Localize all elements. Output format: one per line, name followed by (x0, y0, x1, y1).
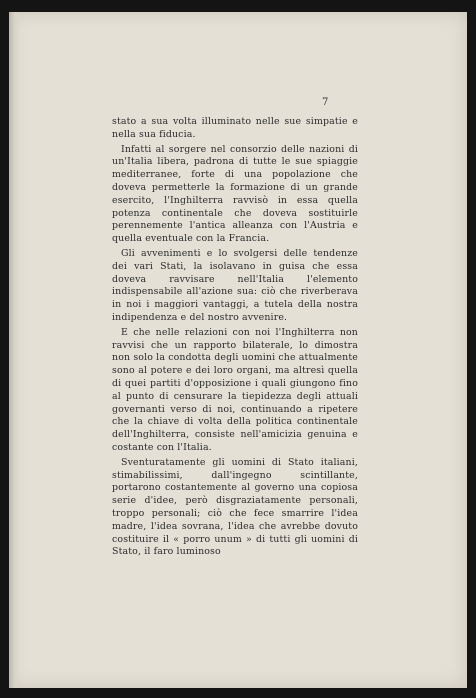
paragraph-continuation: stato a sua volta illuminato nelle sue simpatie e nella sua fiducia. (112, 116, 358, 140)
page-number: 7 (322, 97, 329, 108)
body-text (112, 116, 358, 561)
paragraph: Infatti al sorgere nel consorzio delle nazioni di un'Italia libera, padrona di tutte le sue spiaggie mediterranee, forte di una popolazione che doveva permetterle la formazione di un grande esercito, l'Inghilterra ravvisò in essa quella potenza continentale che doveva sostituirle perennemente l'antica alleanza con l'Austria e quella eventuale con la Francia. (112, 143, 358, 245)
page-binding-edge (9, 12, 19, 688)
paragraph: Gli avvenimenti e lo svolgersi delle tendenze dei vari Stati, la isolavano in guisa che essa doveva ravvisare nell'Italia l'elemento indispensabile all'azione sua: ciò che riverberava in noi i maggiori vantaggi, a tutela della nostra indipendenza e del nostro avvenire. (112, 247, 358, 323)
paragraph: Sventuratamente gli uomini di Stato italiani, stimabilissimi, dall'ingegno scintillante, portarono costantemente al governo una copiosa serie d'idee, però disgraziatamente personali, troppo personali; ciò che fece smarrire l'idea madre, l'idea sovrana, l'idea che avrebbe dovuto costituire il « porro unum » di tutti gli uomini di Stato, il faro luminoso (112, 456, 358, 558)
paragraph: E che nelle relazioni con noi l'Inghilterra non ravvisi che un rapporto bilaterale, lo dimostra non solo la condotta degli uomini che attualmente sono al potere e dei loro organi, ma altresì quella di quei partiti d'opposizione i quali giungono fino al punto di censurare la tiepidezza degli attuali governanti verso di noi, continuando a ripetere che la chiave di volta della politica continentale dell'Inghilterra, consiste nell'amicizia genuina e costante con l'Italia. (112, 326, 358, 453)
